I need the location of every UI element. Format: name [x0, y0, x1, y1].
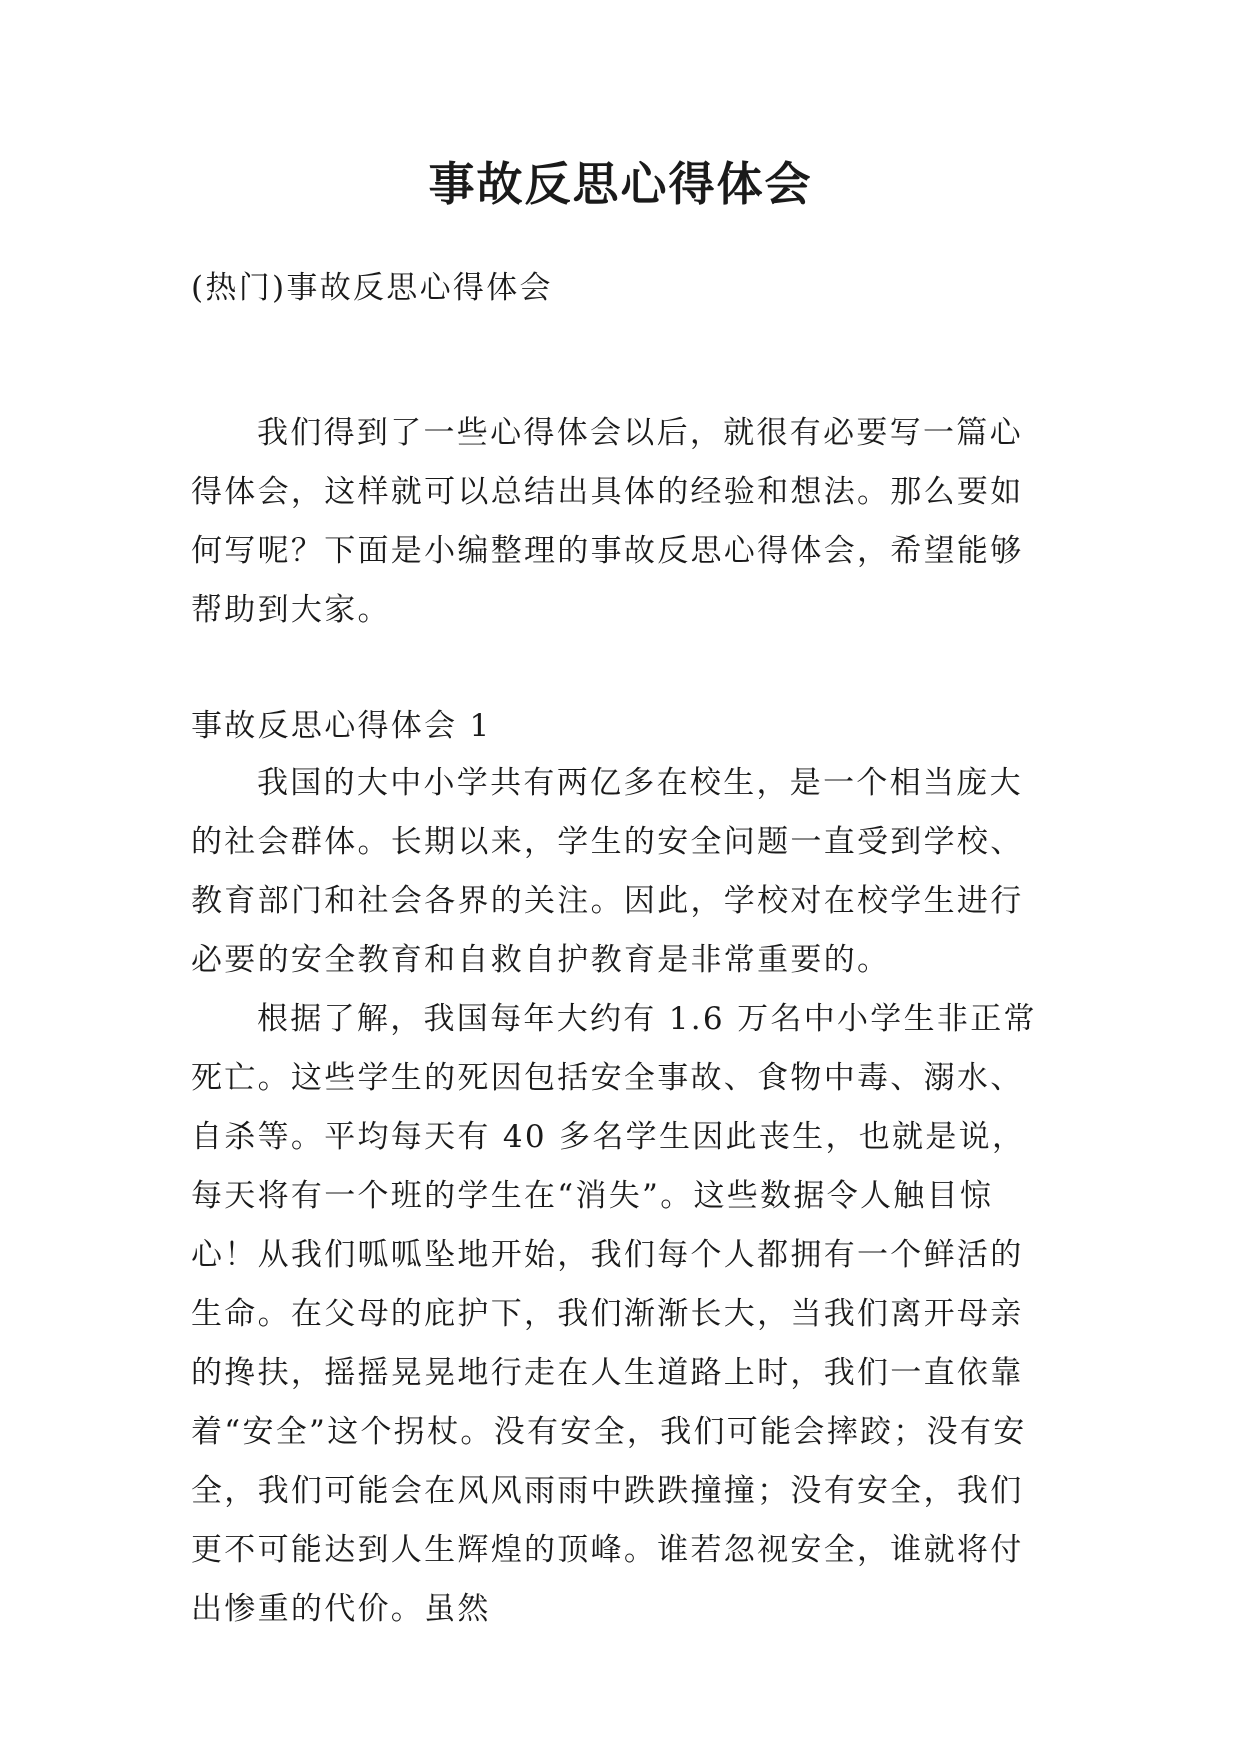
intro-paragraph: 我们得到了一些心得体会以后，就很有必要写一篇心得体会，这样就可以总结出具体的经验和想法。那么要如何写呢？下面是小编整理的事故反思心得体会，希望能够帮助到大家。 [191, 415, 1024, 628]
document-subtitle: (热门)事故反思心得体会 [191, 270, 553, 306]
body-paragraph: 根据了解，我国每年大约有 1.6 万名中小学生非正常死亡。这些学生的死因包括安全事故、食物中毒、溺水、自杀等。平均每天有 40 多名学生因此丧生，也就是说，每天将有一个班的学生在“消失”。这些数据令人触目惊心！从我们呱呱坠地开始，我们每个人都拥有一个鲜活的生命。在父母的庇护下，我们渐渐长大，当我们离开母亲的搀扶，摇摇晃晃地行走在人生道路上时，我们一直依靠着“安全”这个拐杖。没有安全，我们可能会摔跤；没有安全，我们可能会在风风雨雨中跌跌撞撞；没有安全，我们更不可能达到人生辉煌的顶峰。谁若忽视安全，谁就将付出惨重的代价。虽然 [191, 1001, 1037, 1627]
body-paragraph: 我国的大中小学共有两亿多在校生，是一个相当庞大的社会群体。长期以来，学生的安全问题一直受到学校、教育部门和社会各界的关注。因此，学校对在校学生进行必要的安全教育和自救自护教育是非常重要的。 [191, 765, 1024, 978]
page-title: 事故反思心得体会 [428, 157, 813, 211]
section-heading: 事故反思心得体会 1 [191, 708, 492, 744]
